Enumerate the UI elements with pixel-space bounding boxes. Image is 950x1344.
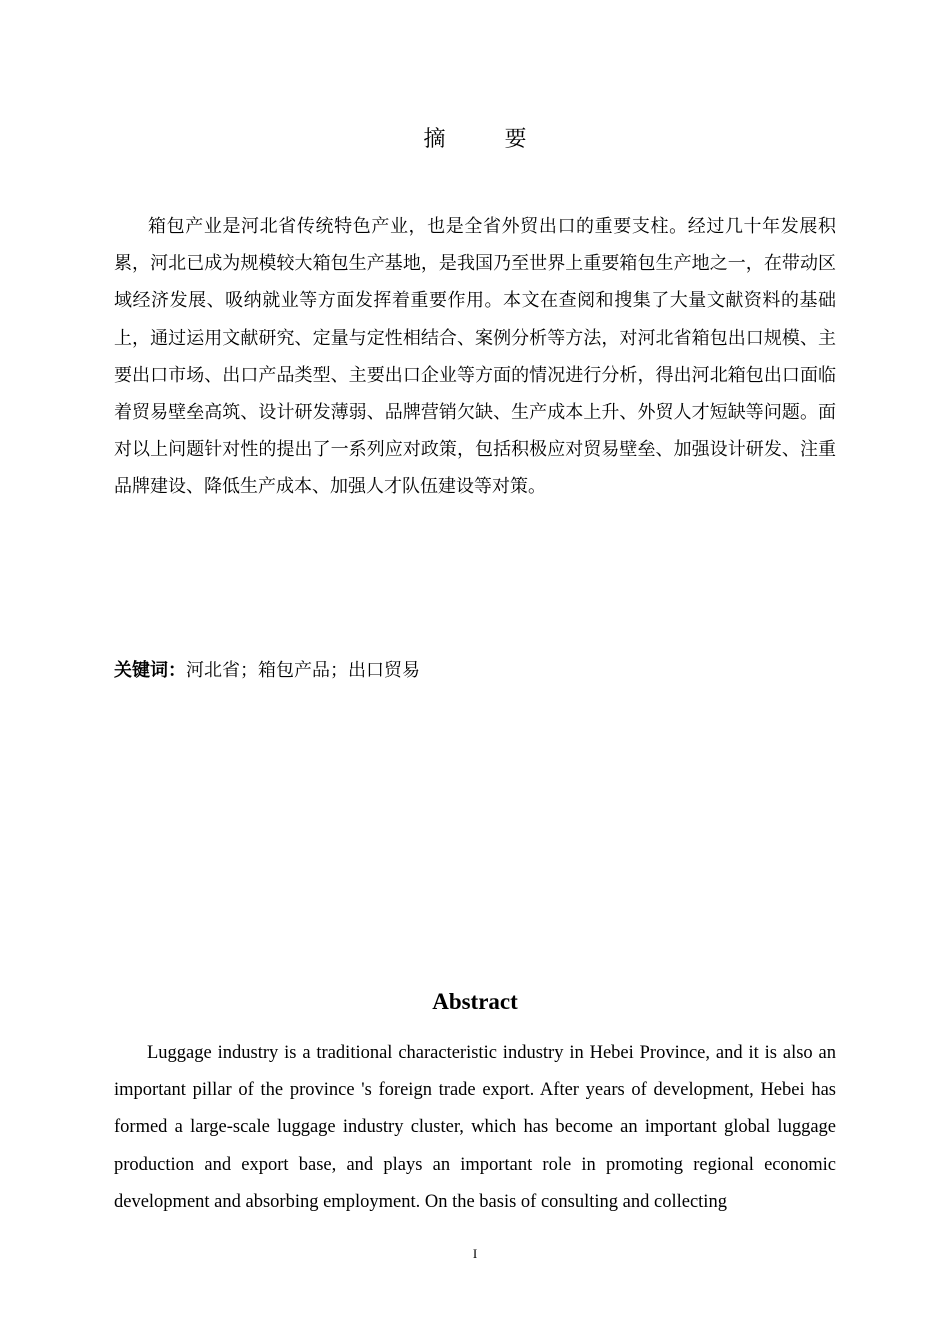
- chinese-abstract-body: 箱包产业是河北省传统特色产业，也是全省外贸出口的重要支柱。经过几十年发展积累，河北已成为规模较大箱包生产基地，是我国乃至世界上重要箱包生产地之一，在带动区域经济发展、吸纳就业等方面发挥着重要作用。本文在查阅和搜集了大量文献资料的基础上，通过运用文献研究、定量与定性相结合、案例分析等方法，对河北省箱包出口规模、主要出口市场、出口产品类型、主要出口企业等方面的情况进行分析，得出河北箱包出口面临着贸易壁垒高筑、设计研发薄弱、品牌营销欠缺、生产成本上升、外贸人才短缺等问题。面对以上问题针对性的提出了一系列应对政策，包括积极应对贸易壁垒、加强设计研发、注重品牌建设、降低生产成本、加强人才队伍建设等对策。: [114, 216, 836, 498]
- page-number: I: [472, 1246, 478, 1261]
- keywords-line: [114, 656, 420, 686]
- keywords-label: 关键词：: [114, 660, 186, 681]
- english-abstract-title: Abstract: [432, 989, 518, 1014]
- keywords-value: 河北省；箱包产品；出口贸易: [186, 660, 420, 681]
- chinese-abstract-title: 摘 要: [423, 127, 553, 152]
- english-abstract-body: Luggage industry is a traditional characteristic industry in Hebei Province, and it is also an important pillar of the province 's foreign trade export. After years of development, Hebei has formed a large-scale luggage industry cluster, which has become an important global luggage production and export base, and plays an important role in promoting regional economic development and absorbing employment. On the basis of consulting and collecting: [114, 1043, 836, 1212]
